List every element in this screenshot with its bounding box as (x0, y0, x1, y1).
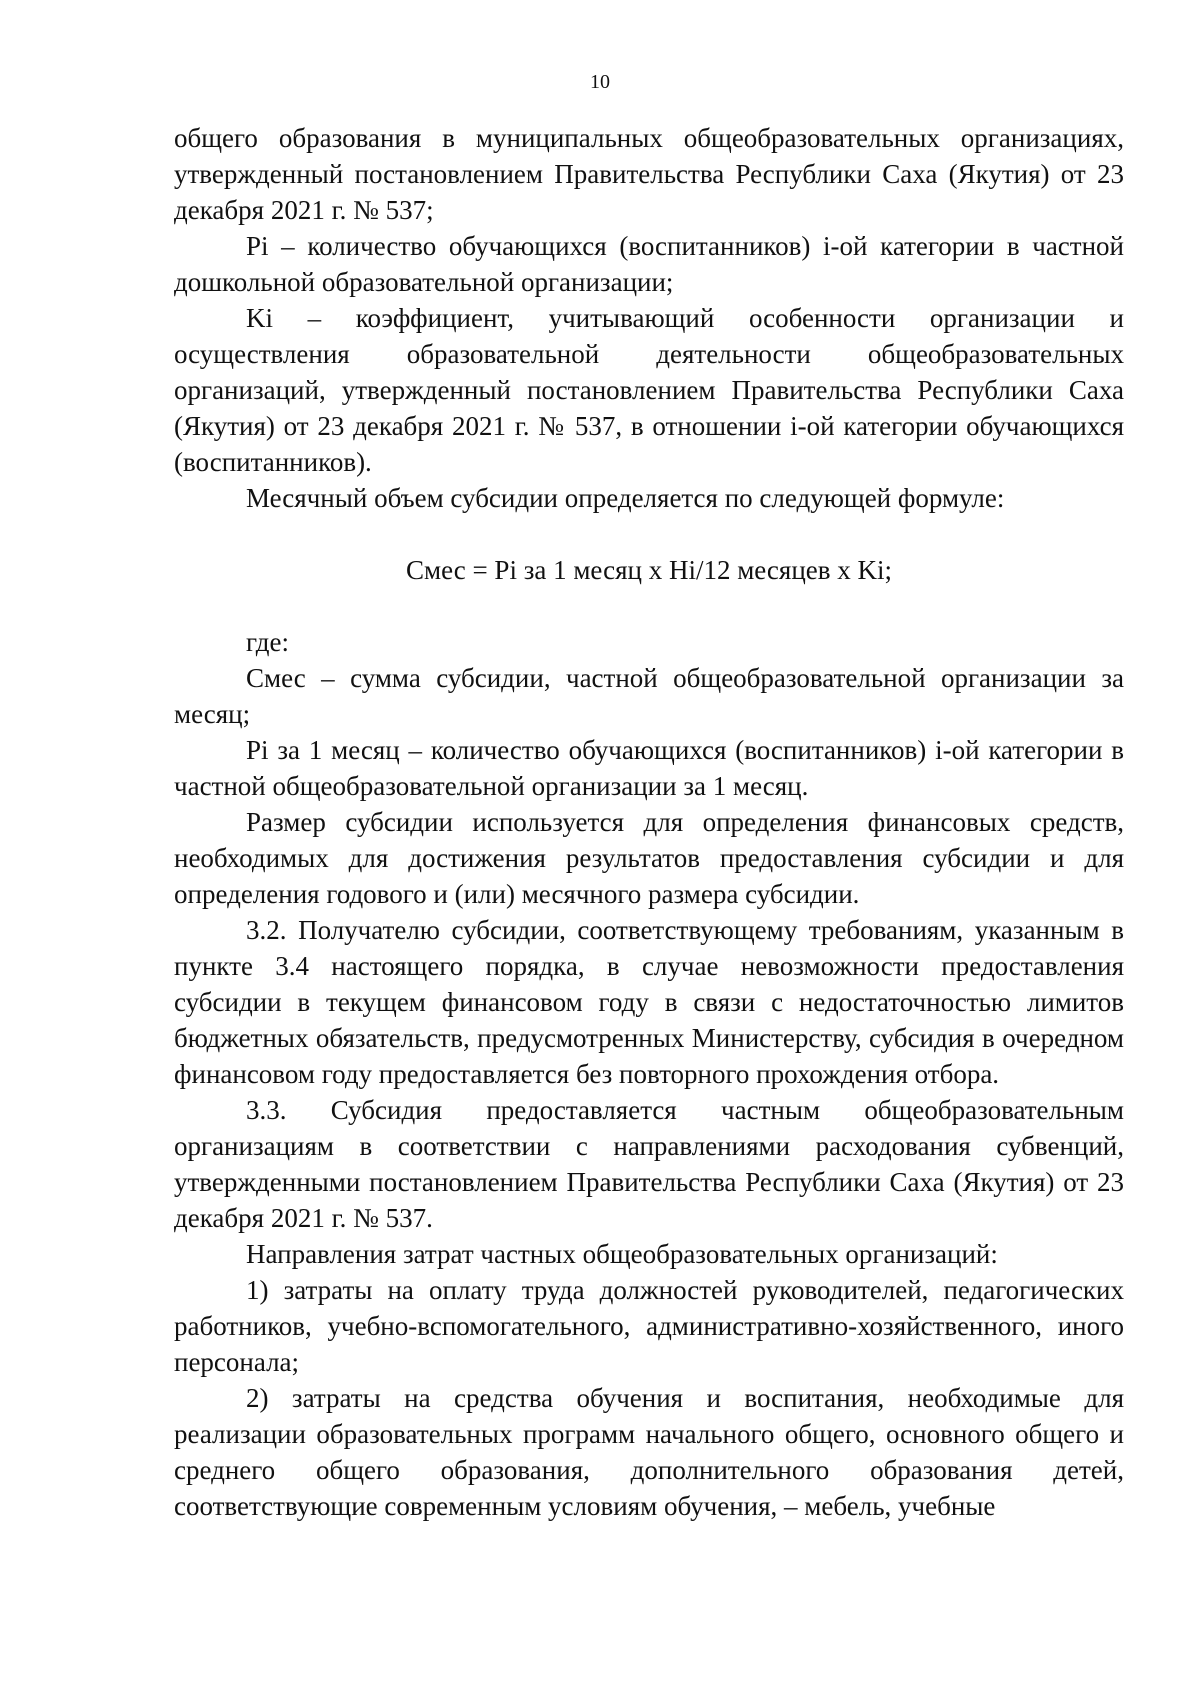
paragraph-ki-definition: Ki – коэффициент, учитывающий особенности организации и осуществления образовательной деятельности общеобразовательных организаций, утвержденный постановлением Правительства Республики Саха (Якутия) от 23 декабря 2021 г. № 537, в отношении i-ой категории обучающихся (воспитанников). (174, 303, 1124, 477)
list-item-1: 1) затраты на оплату труда должностей руководителей, педагогических работников, учебно-вспомогательного, административно-хозяйственного, иного персонала; (174, 1275, 1124, 1377)
list-item-2: 2) затраты на средства обучения и воспитания, необходимые для реализации образовательных программ начального общего, основного общего и среднего общего образования, дополнительного образования детей, соответствующие современным условиям обучения, – мебель, учебные (174, 1383, 1124, 1521)
paragraph-formula-intro: Месячный объем субсидии определяется по следующей формуле: (246, 483, 1005, 513)
paragraph-continuation: общего образования в муниципальных общеобразовательных организациях, утвержденный постановлением Правительства Республики Саха (Якутия) от 23 декабря 2021 г. № 537; (174, 123, 1124, 225)
paragraph-cost-directions: Направления затрат частных общеобразовательных организаций: (246, 1239, 998, 1269)
paragraph-pi-month-definition: Pi за 1 месяц – количество обучающихся (воспитанников) i-ой категории в частной общеобразовательной организации за 1 месяц. (174, 735, 1124, 801)
paragraph-clause-3-2: 3.2. Получателю субсидии, соответствующему требованиям, указанным в пункте 3.4 настоящего порядка, в случае невозможности предоставления субсидии в текущем финансовом году в связи с недостаточностью лимитов бюджетных обязательств, предусмотренных Министерству, субсидия в очередном финансовом году предоставляется без повторного прохождения отбора. (174, 915, 1124, 1089)
formula: Смес = Pi за 1 месяц х Hi/12 месяцев х Ki; (405, 555, 893, 585)
paragraph-subsidy-size: Размер субсидии используется для определения финансовых средств, необходимых для достижения результатов предоставления субсидии и для определения годового и (или) месячного размера субсидии. (174, 807, 1124, 909)
paragraph-clause-3-3: 3.3. Субсидия предоставляется частным общеобразовательным организациям в соответствии с направлениями расходования субвенций, утвержденными постановлением Правительства Республики Саха (Якутия) от 23 декабря 2021 г. № 537. (174, 1095, 1124, 1233)
page-number: 10 (590, 71, 610, 93)
paragraph-where: где: (246, 627, 289, 657)
paragraph-smes-definition: Смес – сумма субсидии, частной общеобразовательной организации за месяц; (174, 663, 1124, 729)
document-body (174, 120, 1124, 1524)
paragraph-pi-definition: Pi – количество обучающихся (воспитанников) i-ой категории в частной дошкольной образовательной организации; (174, 231, 1124, 297)
